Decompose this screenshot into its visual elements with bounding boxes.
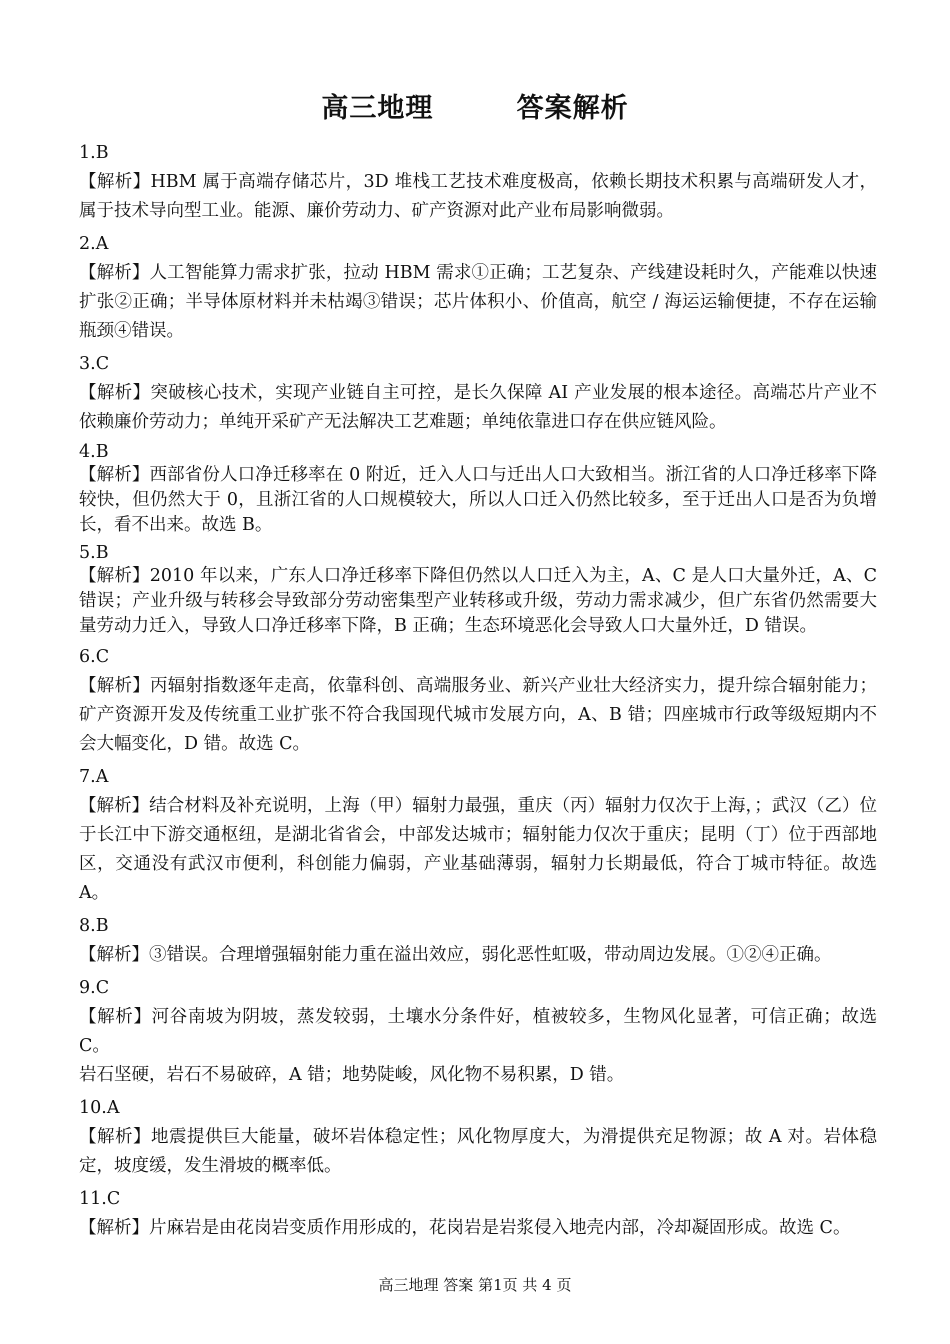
question-item — [79, 1094, 877, 1181]
question-item — [79, 763, 877, 908]
question-explanation: 【解析】河谷南坡为阴坡，蒸发较弱，土壤水分条件好，植被较多，生物风化显著，可信正确；故选 C。 — [79, 1007, 877, 1056]
question-item — [79, 1185, 877, 1243]
question-explanation: 【解析】地震提供巨大能量，破坏岩体稳定性；风化物厚度大，为滑提供充足物源；故 A 对。岩体稳定，坡度缓，发生滑坡的概率低。 — [79, 1127, 877, 1176]
question-item — [79, 912, 877, 970]
question-item — [79, 542, 877, 639]
question-item — [79, 441, 877, 538]
question-explanation: 【解析】丙辐射指数逐年走高，依靠科创、高端服务业、新兴产业壮大经济实力，提升综合辐射能力；矿产资源开发及传统重工业扩张不符合我国现代城市发展方向，A、B 错；四座城市行政等级短期内不会大幅变化，D 错。故选 C。 — [79, 676, 877, 754]
question-number: 9.C — [79, 978, 110, 998]
question-number: 8.B — [79, 916, 109, 936]
question-item — [79, 350, 877, 437]
question-number: 4.B — [79, 442, 109, 462]
question-explanation: 【解析】人工智能算力需求扩张，拉动 HBM 需求①正确；工艺复杂、产线建设耗时久，产能难以快速扩张②正确；半导体原材料并未枯竭③错误；芯片体积小、价值高，航空 / 海运运输便捷，不存在运输瓶颈④错误。 — [79, 263, 877, 341]
question-item — [79, 230, 877, 346]
question-number: 10.A — [79, 1098, 120, 1118]
question-explanation: 【解析】突破核心技术，实现产业链自主可控，是长久保障 AI 产业发展的根本途径。高端芯片产业不依赖廉价劳动力；单纯开采矿产无法解决工艺难题；单纯依靠进口存在供应链风险。 — [79, 383, 877, 432]
question-item — [79, 643, 877, 759]
question-number: 11.C — [79, 1189, 121, 1209]
question-explanation: 岩石坚硬，岩石不易破碎，A 错；地势陡峻，风化物不易积累，D 错。 — [79, 1065, 625, 1085]
question-item — [79, 139, 877, 226]
question-explanation: 【解析】西部省份人口净迁移率在 0 附近，迁入人口与迁出人口大致相当。浙江省的人口净迁移率下降较快，但仍然大于 0，且浙江省的人口规模较大，所以人口迁入仍然比较多，至于迁出人口是否为负增长，看不出来。故选 B。 — [79, 465, 877, 535]
question-explanation: 【解析】HBM 属于高端存储芯片，3D 堆栈工艺技术难度极高，依赖长期技术积累与高端研发人才，属于技术导向型工业。能源、廉价劳动力、矿产资源对此产业布局影响微弱。 — [79, 172, 877, 221]
answer-list — [79, 135, 877, 1243]
question-number: 6.C — [79, 647, 110, 667]
question-explanation: 【解析】③错误。合理增强辐射能力重在溢出效应，弱化恶性虹吸，带动周边发展。①②④正确。 — [79, 945, 832, 965]
question-item — [79, 974, 877, 1090]
question-number: 2.A — [79, 234, 109, 254]
question-number: 7.A — [79, 767, 109, 787]
question-explanation: 【解析】2010 年以来，广东人口净迁移率下降但仍然以人口迁入为主，A、C 是人口大量外迁，A、C 错误；产业升级与转移会导致部分劳动密集型产业转移或升级，劳动力需求减少，但广东省仍然需要大量劳动力迁入，导致人口净迁移率下降，B 正确；生态环境恶化会导致人口大量外迁，D 错误。 — [79, 566, 877, 636]
question-number: 1.B — [79, 143, 109, 163]
question-number: 5.B — [79, 543, 109, 563]
page-footer: 高三地理 答案 第1页 共 4 页 — [378, 1276, 572, 1294]
page-title: 高三地理 答案解析 — [321, 93, 629, 124]
question-number: 3.C — [79, 354, 110, 374]
question-explanation: 【解析】片麻岩是由花岗岩变质作用形成的，花岗岩是岩浆侵入地壳内部，冷却凝固形成。故选 C。 — [79, 1218, 851, 1238]
question-explanation: 【解析】结合材料及补充说明，上海（甲）辐射力最强，重庆（丙）辐射力仅次于上海，；武汉（乙）位于长江中下游交通枢纽，是湖北省省会，中部发达城市；辐射能力仅次于重庆；昆明（丁）位于西部地区，交通没有武汉市便利，科创能力偏弱，产业基础薄弱，辐射力长期最低，符合丁城市特征。故选 A。 — [79, 796, 877, 903]
